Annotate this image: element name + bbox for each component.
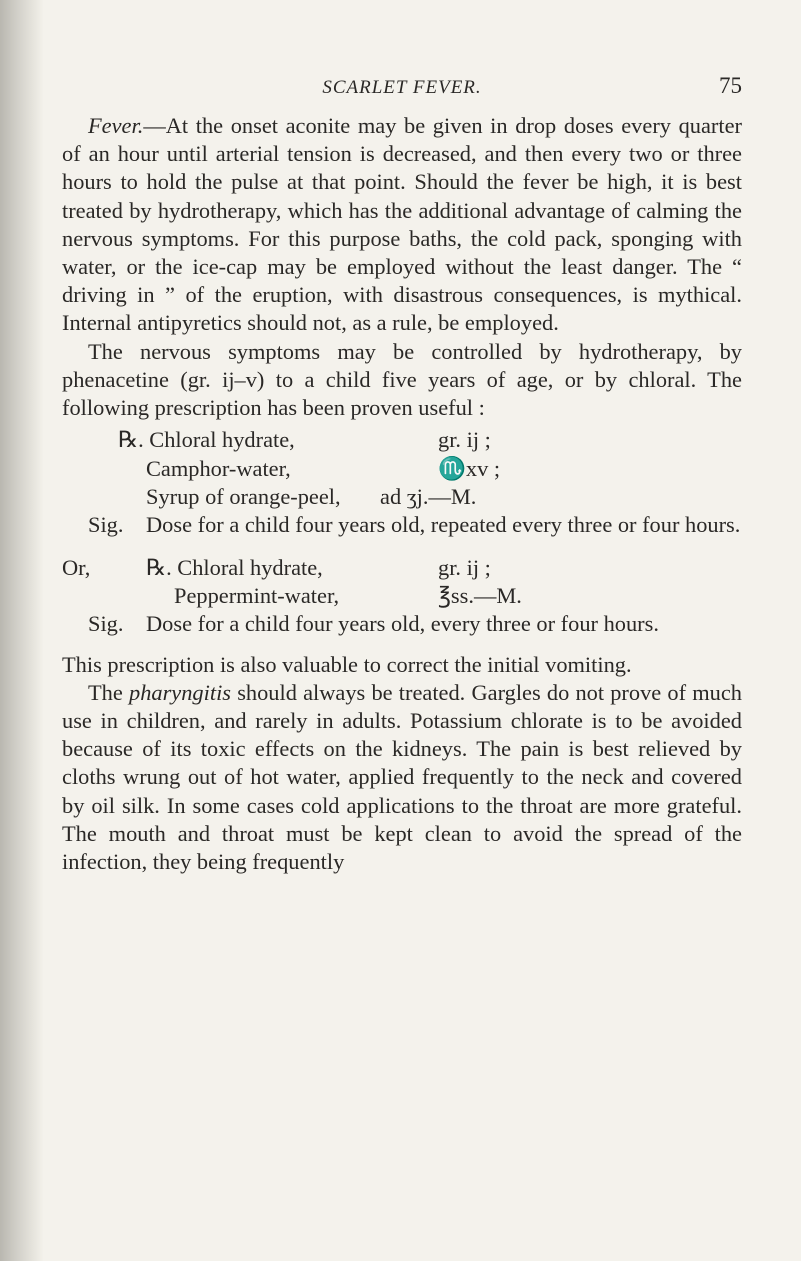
prescription-1 <box>62 426 742 539</box>
rx1-ingredient-3: Syrup of orange-peel, <box>146 484 341 510</box>
prescription-2 <box>62 554 742 639</box>
paragraph-nervous-symptoms <box>62 338 742 423</box>
paragraph-vomiting-text: This prescription is also valuable to correct the initial vomiting. <box>62 651 632 677</box>
rx1-sig-label: Sig. <box>88 512 124 538</box>
rx1-signature <box>62 511 742 539</box>
rx2-sig-text: Dose for a child four years old, every three or four hours. <box>146 611 659 637</box>
paragraph-pharyngitis <box>62 679 742 876</box>
rx1-dose-2: ♏xv ; <box>438 455 501 481</box>
rx2-line-2 <box>62 582 742 610</box>
rx1-dose-1: gr. ij ; <box>438 427 491 453</box>
rx2-dose-2: ℥ss.—M. <box>438 583 522 608</box>
paragraph-pharyngitis-emphasis: pharyngitis <box>129 679 232 705</box>
rx1-line-3 <box>62 483 742 511</box>
running-head-title: SCARLET FEVER. <box>322 77 482 98</box>
rx1-line-1 <box>62 426 742 454</box>
paragraph-nervous-text: The nervous symptoms may be controlled by hydrotherapy, by phenacetine (gr. ij–v) to a child five years of age, or by chloral. The following prescription has been proven useful : <box>62 338 742 421</box>
running-head <box>62 72 742 112</box>
rx2-sig-label: Sig. <box>88 611 124 637</box>
rx2-ingredient-1: ℞. Chloral hydrate, <box>146 554 323 580</box>
paragraph-pharyngitis-before: The <box>88 679 129 705</box>
rx1-ingredient-2: Camphor-water, <box>146 455 291 481</box>
book-page <box>62 72 742 876</box>
rx1-sig-text: Dose for a child four years old, repeated every three or four hours. <box>146 512 741 538</box>
paragraph-fever-text: —At the onset aconite may be given in drop doses every quarter of an hour until arterial tension is decreased, and then every two or three hours to hold the pulse at that point. Should the fever be high, it is best treated by hydrotherapy, which has the additional advantage of calming the nervous symptoms. For this purpose baths, the cold pack, sponging with water, or the ice-cap may be employed without the least danger. The “ driving in ” of the eruption, with disastrous consequences, is mythical. Internal antipyretics should not, as a rule, be employed. <box>62 113 742 336</box>
paragraph-pharyngitis-text: should always be treated. Gargles do not prove of much use in children, and rarely in adults. Potassium chlorate is to be avoided because of its toxic effects on the kidneys. The pain is best relieved by cloths wrung out of hot water, applied frequently to the neck and covered by oil silk. In some cases cold applications to the throat are more grateful. The mouth and throat must be kept clean to avoid the spread of the infection, they being frequently <box>62 679 742 875</box>
rx1-ingredient-1: ℞. Chloral hydrate, <box>118 427 295 453</box>
paragraph-vomiting <box>62 651 742 679</box>
rx1-dose-3: ad ʒj.—M. <box>380 484 477 510</box>
rx2-dose-1: gr. ij ; <box>438 554 491 580</box>
rx2-ingredient-2: Peppermint-water, <box>174 583 340 608</box>
rx2-signature <box>62 610 742 638</box>
rx2-or-label: Or, <box>62 554 91 580</box>
book-spine-shadow <box>0 0 44 1261</box>
rx2-line-1 <box>62 554 742 582</box>
paragraph-lead-fever: Fever. <box>88 113 144 138</box>
rx1-line-2 <box>62 455 742 483</box>
paragraph-fever <box>62 112 742 338</box>
page-number: 75 <box>719 73 742 98</box>
